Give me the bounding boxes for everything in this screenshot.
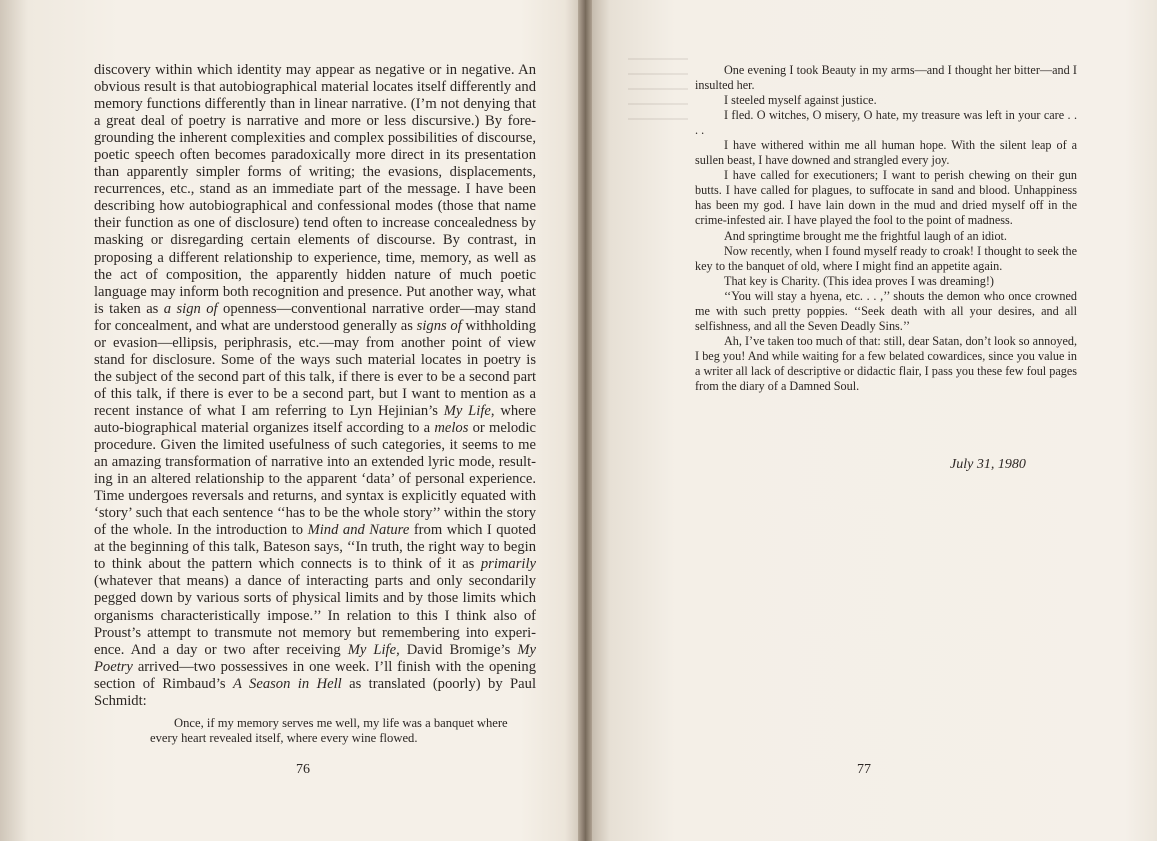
block-quote	[94, 716, 536, 746]
right-paragraph: And springtime brought me the frightful laugh of an idiot.	[724, 228, 1007, 243]
right-paragraph: I have called for executioners; I want to perish chewing on their gun butts. I have called for plagues, to suffocate in sand and blood. Unhappiness has been my god. I have lain down in the mud and dried myself off in the crime-infested air. I have played the fool to the point of madness.	[695, 168, 1077, 228]
italic-phrase: melos	[434, 419, 469, 436]
italic-phrase: primarily	[480, 556, 536, 573]
text-run: from which I quoted at the beginning of this talk, Bateson says, ‘‘In truth, the right way to begin to think about the pattern which connects is to think of it as	[94, 522, 536, 573]
text-run: openness—conventional narrative order—may stand for concealment, and what are understood generally as	[94, 300, 536, 334]
right-paragraph: I steeled myself against justice.	[724, 93, 877, 108]
left-paragraph	[94, 62, 536, 710]
date-line: July 31, 1980	[950, 457, 1026, 472]
page-number-left: 76	[296, 762, 310, 777]
book-title: A Season in Hell	[232, 675, 342, 692]
book-title: My Poetry	[94, 641, 536, 675]
text-run: withholding or evasion—ellipsis, periphrasis, etc.—may from another point of view stand for disclosure. Some of the ways such material locates in poetry is the subject of the second part of this talk, if there is ever to be a second part of this talk, if there is ever to be a second part, but I want to mention as a recent instance of what I am referring to Lyn Hejinian’s	[94, 317, 537, 419]
right-paragraph: Ah, I’ve taken too much of that: still, dear Satan, don’t look so annoyed, I beg you! And while waiting for a few belated cowardices, since you value in a writer all lack of descriptive or didactic flair, I pass you these few foul pages from the diary of a Damned Soul.	[695, 333, 1077, 393]
bleed-through-shadow	[628, 58, 688, 128]
quote-line: Once, if my memory serves me well, my life was a banquet where	[174, 715, 508, 730]
text-run: , where auto-biographical material organizes itself according to a	[94, 402, 536, 436]
right-paragraph: I have withered within me all human hope. With the silent leap of a sullen beast, I have downed and strangled every joy.	[695, 138, 1077, 168]
book-title: Mind and Nature	[307, 522, 410, 539]
left-page-text	[94, 62, 536, 746]
page-number-right: 77	[857, 762, 871, 777]
right-paragraph: Now recently, when I found myself ready to croak! I thought to seek the key to the banquet of old, where I might find an appetite again.	[695, 243, 1077, 273]
quote-line: every heart revealed itself, where every wine flowed.	[150, 730, 418, 745]
right-paragraph: I fled. O witches, O misery, O hate, my treasure was left in your care . . . .	[695, 108, 1077, 138]
italic-phrase: signs of	[416, 317, 462, 334]
right-page-text	[695, 63, 1077, 394]
right-paragraph: One evening I took Beauty in my arms—and I thought her bitter—and I insulted her.	[695, 63, 1077, 93]
right-paragraph: ‘‘You will stay a hyena, etc. . . ,’’ shouts the demon who once crowned me with such pretty poppies. ‘‘Seek death with all your desires, and all selfishness, and all the Seven Deadly Sins.’’	[695, 288, 1077, 333]
italic-phrase: a sign of	[163, 300, 218, 317]
book-title: My Life	[443, 402, 491, 419]
text-run: (whatever that means) a dance of interacting parts and only secondarily pegged down by various sorts of physical limits and by those limits which organisms characteristically impose.’’ In relation to this I think also of Proust’s attempt to transmute not memory but remembering into experi-ence. And a day or two after receiving	[94, 573, 536, 658]
right-paragraph: That key is Charity. (This idea proves I was dreaming!)	[724, 273, 994, 288]
text-run: discovery within which identity may appear as negative or in negative. An obvious result is that autobiographical material locates itself differently and memory functions differently than in linear narrative. (I’m not denying that a great deal of poetry is narrative and more or less discursive.) By fore-grounding the inherent complexities and complex possibilities of discourse, poetic speech often becomes paradoxically more direct in its presentation than apparently simpler forms of writing; the evasions, displacements, recurrences, etc., stand as an immediate part of the message. I have been describing how autobiographical and confessional modes (those that name their function as one of disclosure) tend often to increase concealedness by masking or disregarding certain elements of discourse. By contrast, in proposing a different relationship to experience, time, memory, as well as the act of composition, the apparently hidden nature of much poetic language may inform both recognition and presence. Put another way, what is taken as	[94, 62, 536, 317]
book-gutter	[578, 0, 592, 841]
text-run: or melodic procedure. Given the limited usefulness of such categories, it seems to me an amazing transformation of narrative into an extended lyric mode, result-ing in an altered relationship to the apparent ‘data’ of personal experience. Time undergoes reversals and returns, and syntax is explicitly equated with ‘story’ such that each sentence ‘‘has to be the whole story’’ within the story of the whole. In the introduction to	[94, 419, 536, 539]
book-title: My Life	[347, 641, 397, 658]
text-run: as translated (poorly) by Paul Schmidt:	[94, 675, 537, 709]
text-run: , David Bromige’s	[396, 641, 518, 658]
text-run: arrived—two possessives in one week. I’ll finish with the opening section of Rimbaud’s	[94, 658, 536, 692]
